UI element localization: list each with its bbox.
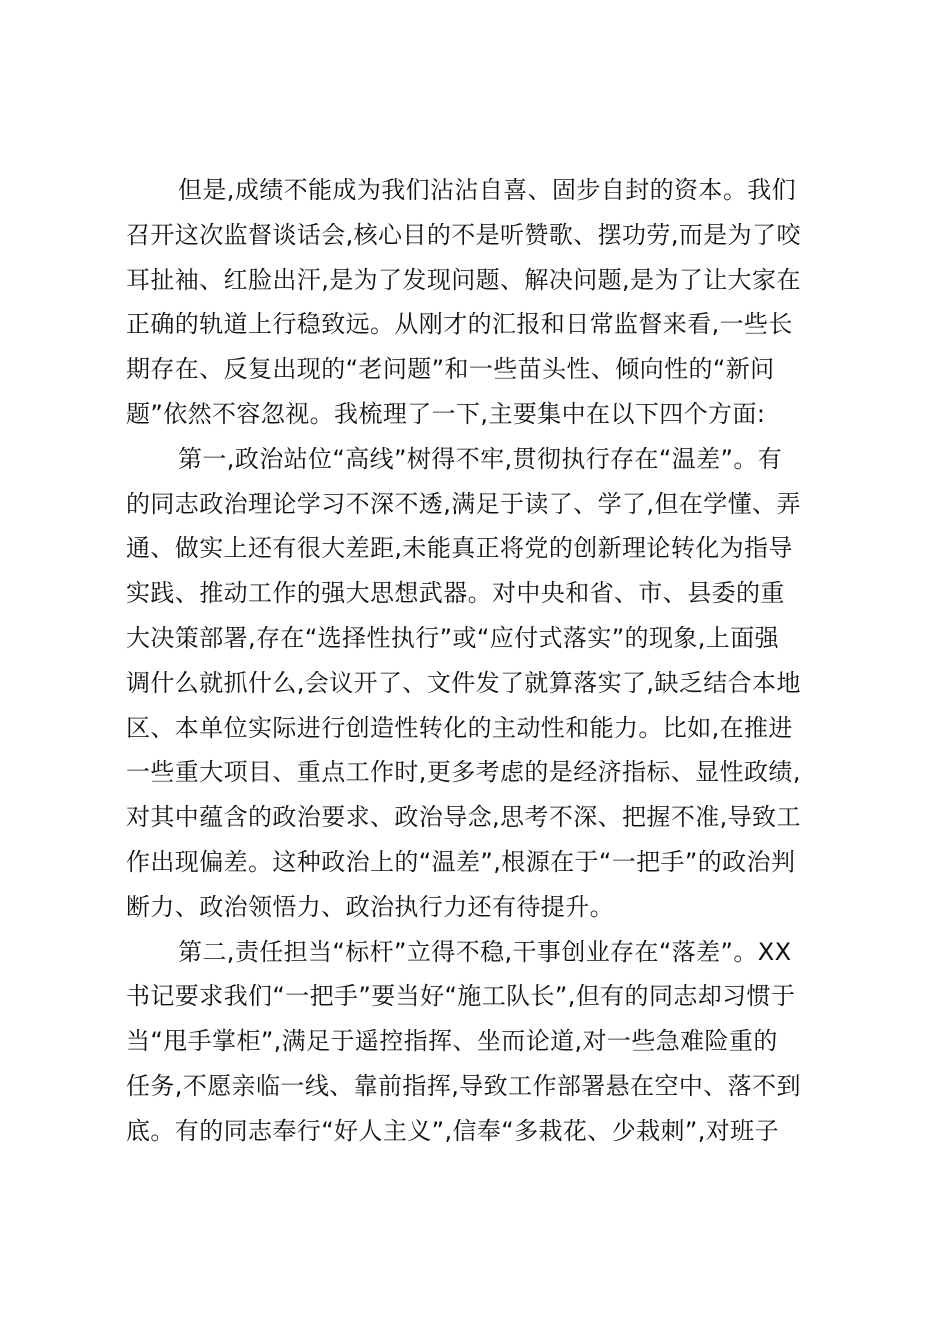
text-line: 当“甩手掌柜”,满足于遥控指挥、坐而论道,对一些急难险重的 — [126, 1027, 778, 1056]
text-line: 题”依然不容忽视。我梳理了一下,主要集中在以下四个方面: — [126, 399, 766, 428]
text-line: 调什么就抓什么,会议开了、文件发了就算落实了,缺乏结合本地 — [126, 668, 801, 697]
text-line: 底。有的同志奉行“好人主义”,信奉“多栽花、少栽刺”,对班子 — [126, 1116, 779, 1145]
text-line: 断力、政治领悟力、政治执行力还有待提升。 — [126, 892, 614, 921]
text-line: 一些重大项目、重点工作时,更多考虑的是经济指标、显性政绩, — [126, 758, 801, 787]
text-line: 第一,政治站位“高线”树得不牢,贯彻执行存在“温差”。有 — [178, 444, 783, 473]
paragraph-3 — [126, 930, 836, 1154]
text-line: 对其中蕴含的政治要求、政治导念,思考不深、把握不准,导致工 — [126, 803, 801, 832]
text-line: 耳扯袖、红脸出汗,是为了发现问题、解决问题,是为了让大家在 — [126, 265, 801, 294]
text-line: 区、本单位实际进行创造性转化的主动性和能力。比如,在推进 — [126, 713, 793, 742]
text-line: 第二,责任担当“标杆”立得不稳,干事创业存在“落差”。XX — [178, 937, 792, 966]
text-line: 但是,成绩不能成为我们沾沾自喜、固步自封的资本。我们 — [178, 176, 797, 204]
text-line: 任务,不愿亲临一线、靠前指挥,导致工作部署悬在空中、落不到 — [126, 1071, 801, 1100]
text-line: 实践、推动工作的强大思想武器。对中央和省、市、县委的重 — [126, 579, 785, 608]
text-line: 大决策部署,存在“选择性执行”或“应付式落实”的现象,上面强 — [126, 623, 779, 652]
text-line: 的同志政治理论学习不深不透,满足于读了、学了,但在学懂、弄 — [126, 489, 801, 518]
text-line: 通、做实上还有很大差距,未能真正将党的创新理论转化为指导 — [126, 534, 793, 563]
paragraph-1 — [126, 168, 836, 437]
text-line: 召开这次监督谈话会,核心目的不是听赞歌、摆功劳,而是为了咬 — [126, 220, 801, 249]
text-line: 正确的轨道上行稳致远。从刚才的汇报和日常监督来看,一些长 — [126, 310, 793, 339]
text-line: 期存在、反复出现的“老问题”和一些苗头性、倾向性的“新问 — [126, 355, 775, 384]
text-line: 作出现偏差。这种政治上的“温差”,根源在于“一把手”的政治判 — [126, 847, 796, 876]
document-body — [126, 168, 836, 1154]
text-line: 书记要求我们“一把手”要当好“施工队长”,但有的同志却习惯于 — [126, 982, 796, 1011]
paragraph-2 — [126, 437, 836, 930]
